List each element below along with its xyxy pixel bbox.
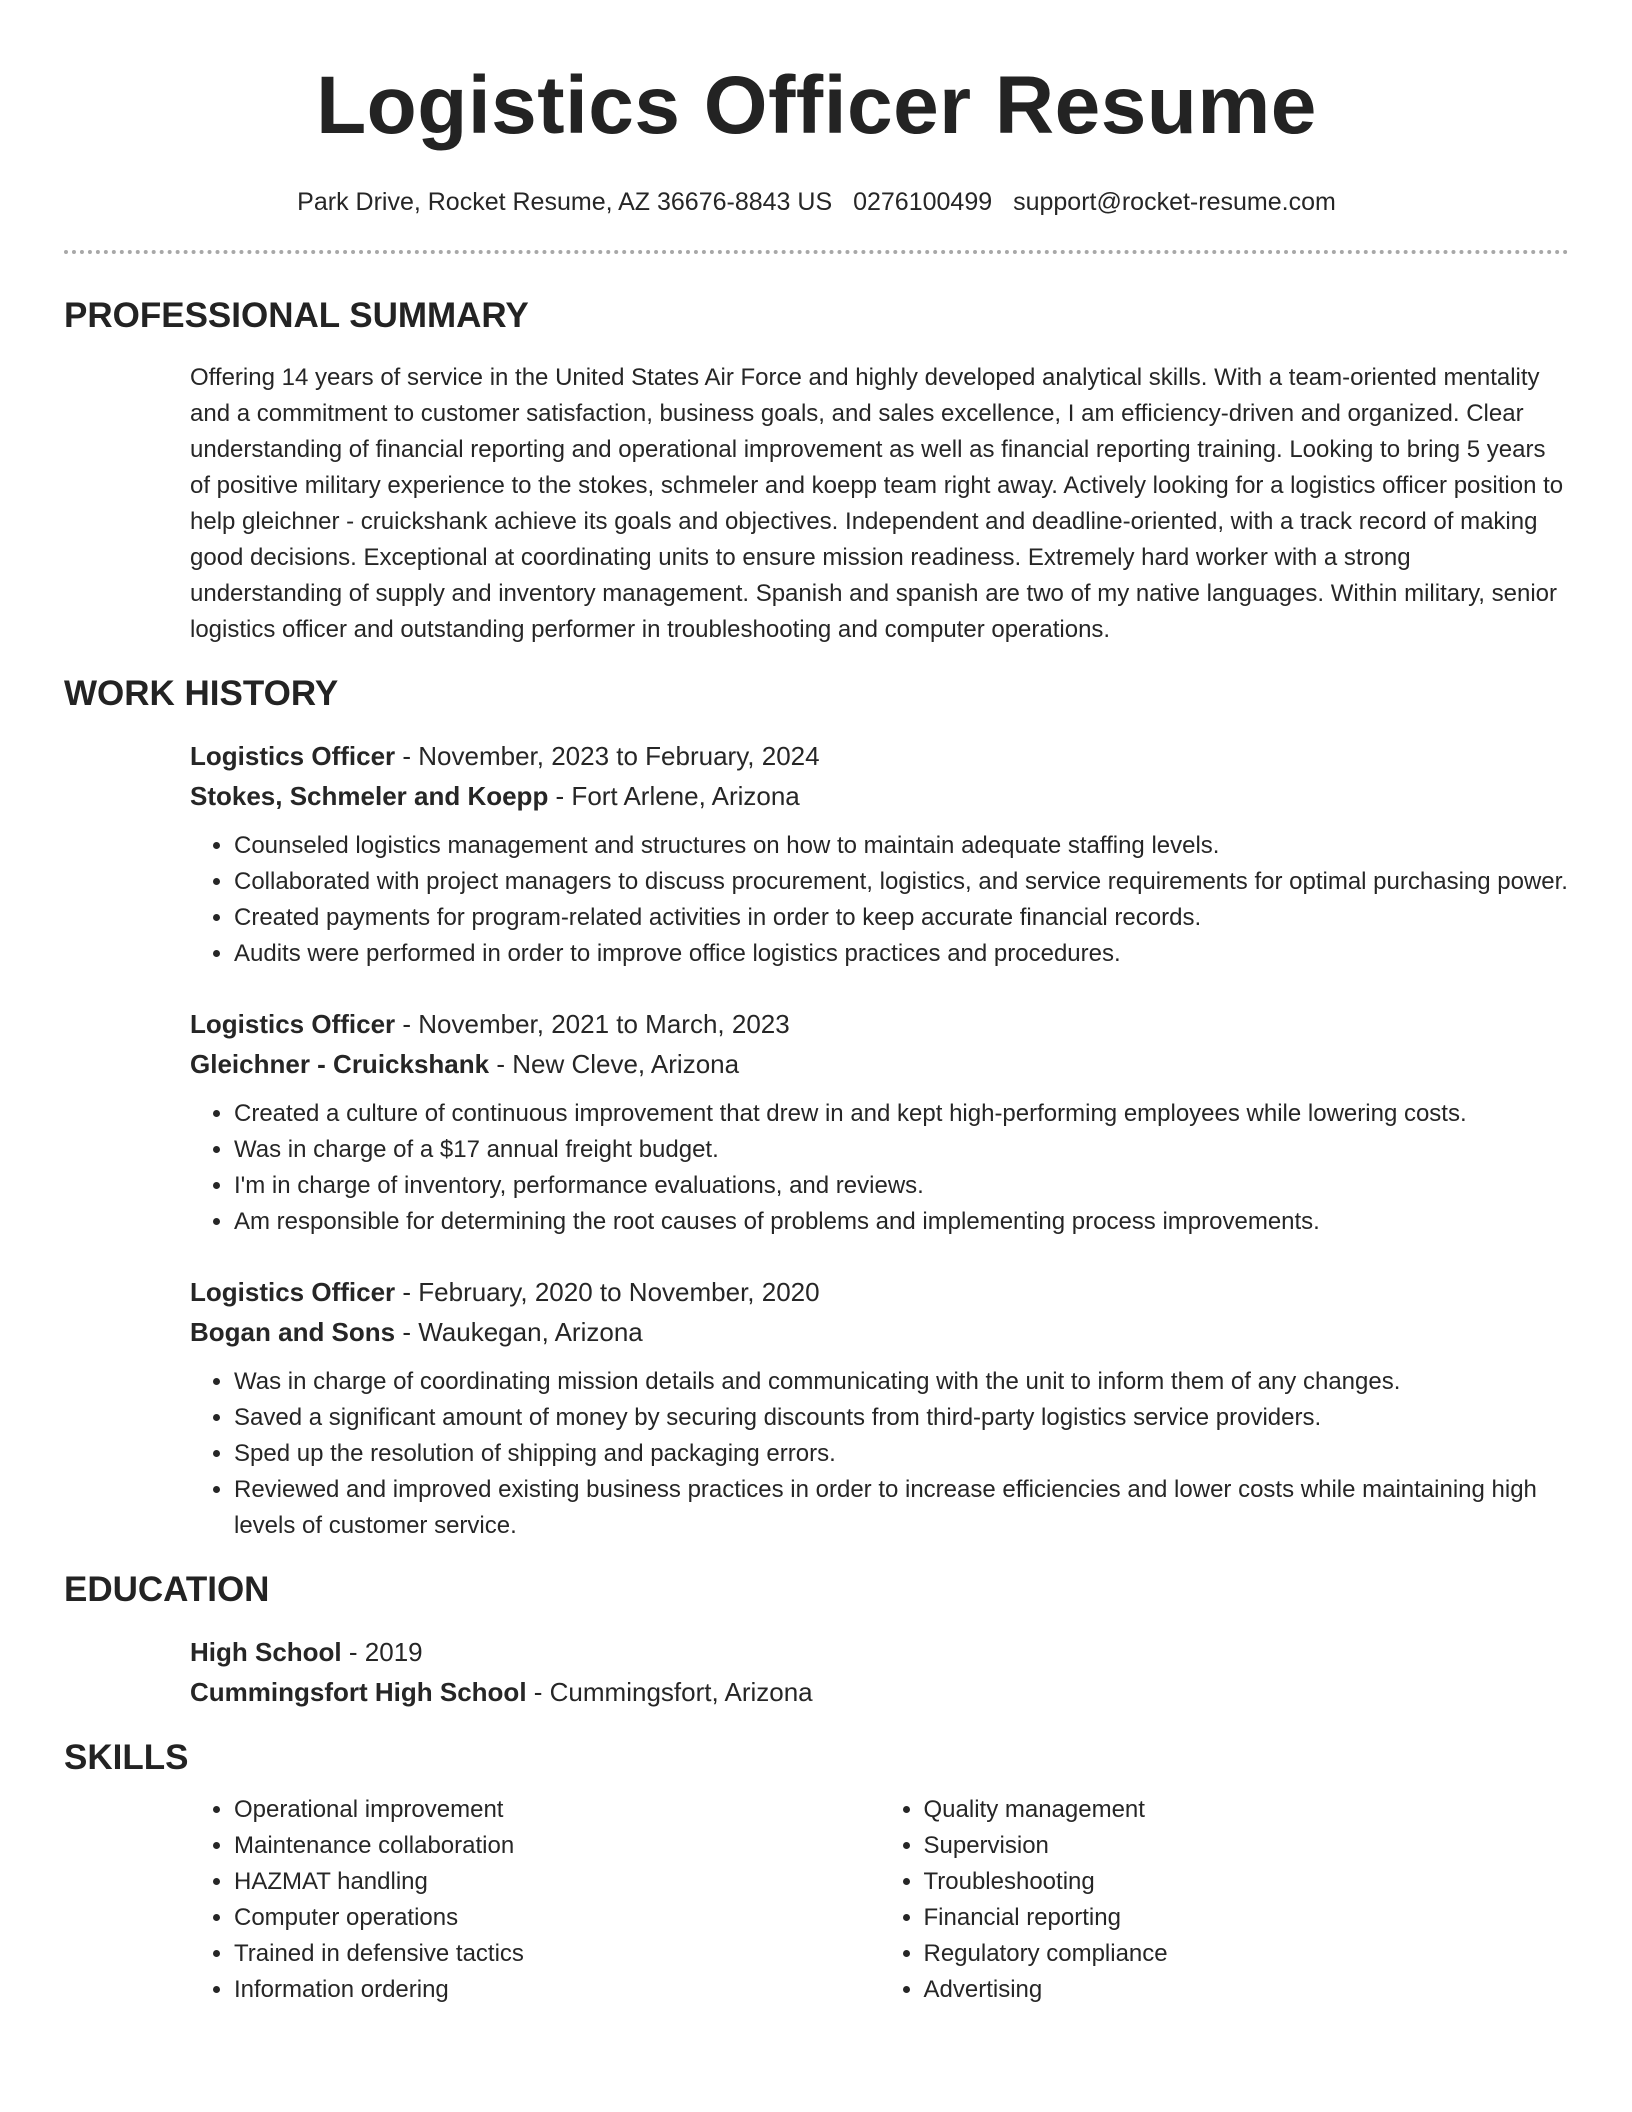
skills-heading: SKILLS (64, 1738, 189, 1777)
skill-item: • Regulatory compliance (924, 1936, 1570, 1972)
skill-item: • Financial reporting (924, 1900, 1570, 1936)
job-bullet: • Am responsible for determining the root causes of problems and implementing process improvements. (234, 1204, 1569, 1240)
job-bullets (190, 1364, 1569, 1544)
job-entry (190, 1004, 1569, 1240)
skill-item: • Trained in defensive tactics (234, 1936, 880, 1972)
skill-item: • Maintenance collaboration (234, 1828, 880, 1864)
job-bullet: • I'm in charge of inventory, performance evaluations, and reviews. (234, 1168, 1569, 1204)
job-company: Gleichner - Cruickshank (190, 1049, 490, 1079)
job-entry (190, 1272, 1569, 1544)
job-dates: - November, 2021 to March, 2023 (395, 1009, 790, 1039)
education-degree-line (190, 1632, 1569, 1672)
skills-grid (190, 1792, 1569, 2008)
job-location: - New Cleve, Arizona (489, 1049, 740, 1079)
education-heading: EDUCATION (64, 1570, 270, 1609)
job-bullet: • Counseled logistics management and structures on how to maintain adequate staffing levels. (234, 828, 1569, 864)
education-degree: High School (190, 1637, 342, 1667)
job-bullet: • Created payments for program-related activities in order to keep accurate financial records. (234, 900, 1569, 936)
job-bullet: • Audits were performed in order to improve office logistics practices and procedures. (234, 936, 1569, 972)
job-bullet: • Sped up the resolution of shipping and packaging errors. (234, 1436, 1569, 1472)
job-bullet: • Was in charge of a $17 annual freight budget. (234, 1132, 1569, 1168)
skill-item: • Advertising (924, 1972, 1570, 2008)
education-school: Cummingsfort High School (190, 1677, 527, 1707)
job-title-line (190, 736, 1569, 776)
job-bullet: • Saved a significant amount of money by securing discounts from third-party logistics service providers. (234, 1400, 1569, 1436)
job-bullet: • Was in charge of coordinating mission details and communicating with the unit to inform them of any changes. (234, 1364, 1569, 1400)
summary-heading: PROFESSIONAL SUMMARY (64, 296, 529, 335)
job-bullets (190, 828, 1569, 972)
job-dates: - February, 2020 to November, 2020 (395, 1277, 820, 1307)
job-title-line (190, 1004, 1569, 1044)
job-company-line (190, 1044, 1569, 1084)
skill-item: • Information ordering (234, 1972, 880, 2008)
job-bullet: • Created a culture of continuous improvement that drew in and kept high-performing employees while lowering costs. (234, 1096, 1569, 1132)
education-entry (190, 1632, 1569, 1712)
job-entry (190, 736, 1569, 972)
skills-list-left (190, 1792, 880, 2008)
job-role: Logistics Officer (190, 741, 396, 771)
job-dates: - November, 2023 to February, 2024 (395, 741, 820, 771)
contact-phone: 0276100499 (853, 188, 993, 216)
education-school-line (190, 1672, 1569, 1712)
skill-item: • Troubleshooting (924, 1864, 1570, 1900)
job-title-line (190, 1272, 1569, 1312)
skill-item: • Operational improvement (234, 1792, 880, 1828)
skill-item: • Quality management (924, 1792, 1570, 1828)
job-bullets (190, 1096, 1569, 1240)
education-year: - 2019 (341, 1637, 423, 1667)
summary-text: Offering 14 years of service in the United States Air Force and highly developed analytical skills. With a team-oriented mentality and a commitment to customer satisfaction, business goals, and sales excellence, I am efficiency-driven and organized. Clear understanding of financial reporting and operational improvement as well as financial reporting training. Looking to bring 5 years of positive military experience to the stokes, schmeler and koepp team right away. Actively looking for a logistics officer position to help gleichner - cruickshank achieve its goals and objectives. Independent and deadline-oriented, with a track record of making good decisions. Exceptional at coordinating units to ensure mission readiness. Extremely hard worker with a strong understanding of supply and inventory management. Spanish and spanish are two of my native languages. Within military, senior logistics officer and outstanding performer in troubleshooting and computer operations. (190, 364, 1564, 643)
job-company-line (190, 1312, 1569, 1352)
job-location: - Waukegan, Arizona (395, 1317, 643, 1347)
work-history-heading: WORK HISTORY (64, 674, 339, 713)
job-company-line (190, 776, 1569, 816)
job-bullet: • Reviewed and improved existing business practices in order to increase efficiencies and lower costs while maintaining high levels of customer service. (234, 1472, 1569, 1544)
contact-email: support@rocket-resume.com (1013, 188, 1336, 216)
job-role: Logistics Officer (190, 1009, 396, 1039)
contact-line (64, 187, 1569, 217)
skill-item: • HAZMAT handling (234, 1864, 880, 1900)
education-location: - Cummingsfort, Arizona (526, 1677, 813, 1707)
resume-page (64, 0, 1569, 2008)
job-role: Logistics Officer (190, 1277, 396, 1307)
skills-list-right (880, 1792, 1570, 2008)
contact-address: Park Drive, Rocket Resume, AZ 36676-8843 US (297, 188, 833, 216)
skill-item: • Supervision (924, 1828, 1570, 1864)
resume-title: Logistics Officer Resume (316, 60, 1317, 151)
job-location: - Fort Arlene, Arizona (548, 781, 800, 811)
header-divider (64, 250, 1569, 254)
skill-item: • Computer operations (234, 1900, 880, 1936)
job-company: Stokes, Schmeler and Koepp (190, 781, 549, 811)
job-bullet: • Collaborated with project managers to discuss procurement, logistics, and service requirements for optimal purchasing power. (234, 864, 1569, 900)
job-company: Bogan and Sons (190, 1317, 396, 1347)
